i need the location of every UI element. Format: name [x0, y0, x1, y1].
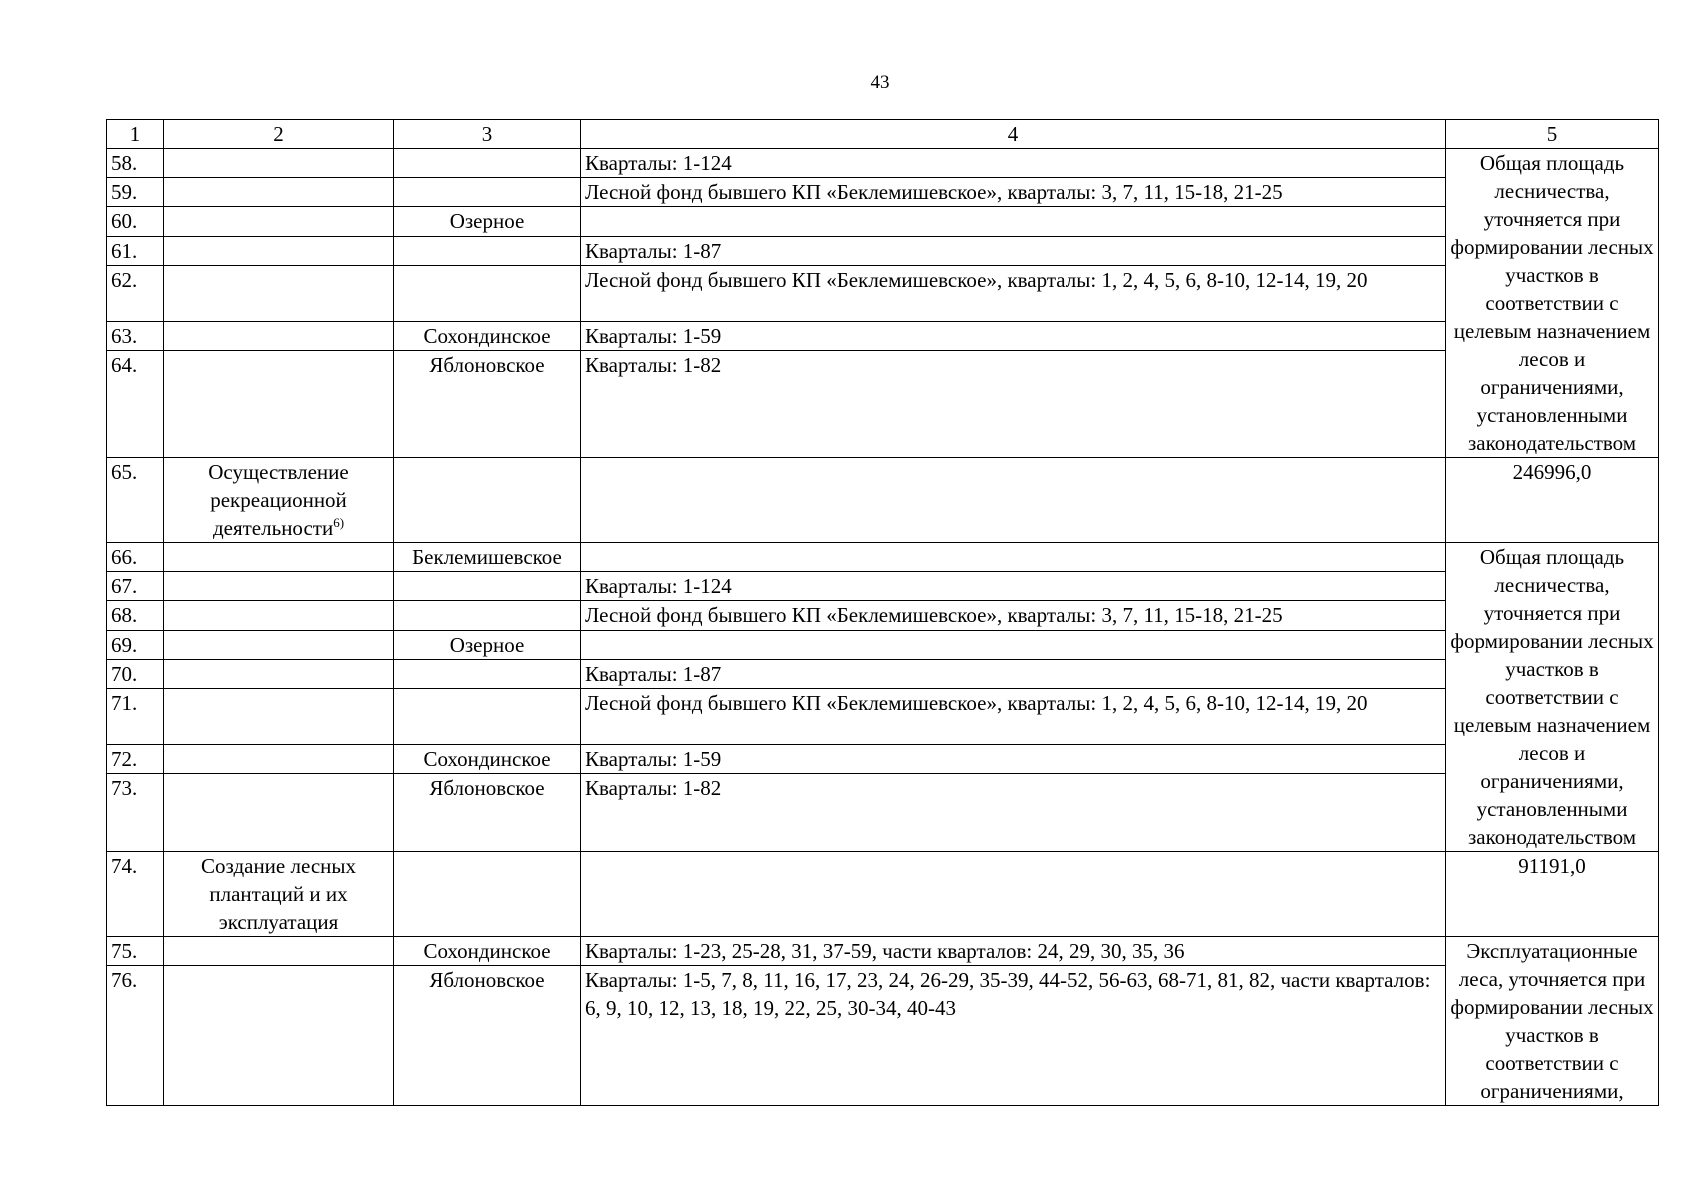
activity-type [164, 774, 394, 852]
forestry-name [394, 688, 581, 744]
quarters-description [581, 543, 1446, 572]
forestry-name: Сохондинское [394, 937, 581, 966]
row-number: 66. [107, 543, 164, 572]
footnote-ref: 6) [333, 515, 345, 530]
table-row [107, 207, 1659, 236]
forestry-name [394, 178, 581, 207]
activity-type [164, 207, 394, 236]
header-col-2: 2 [164, 120, 394, 149]
quarters-description [581, 207, 1446, 236]
forestry-name [394, 458, 581, 543]
activity-type [164, 630, 394, 659]
forestry-name [394, 659, 581, 688]
forestry-name: Озерное [394, 207, 581, 236]
activity-type [164, 322, 394, 351]
activity-type [164, 601, 394, 630]
activity-type [164, 543, 394, 572]
quarters-description: Кварталы: 1-5, 7, 8, 11, 16, 17, 23, 24, 26-29, 35-39, 44-52, 56-63, 68-71, 81, 82, части кварталов: 6, 9, 10, 12, 13, 18, 19, 22, 25, 30-34, 40-43 [581, 966, 1446, 1106]
table-row [107, 458, 1659, 543]
forestry-name: Яблоновское [394, 966, 581, 1106]
forestry-name: Беклемишевское [394, 543, 581, 572]
row-number: 75. [107, 937, 164, 966]
forestry-name: Яблоновское [394, 351, 581, 458]
activity-type [164, 966, 394, 1106]
page-number: 43 [870, 72, 890, 93]
table-row [107, 688, 1659, 744]
forest-use-table [106, 119, 1659, 1106]
row-number: 60. [107, 207, 164, 236]
quarters-description: Кварталы: 1-23, 25-28, 31, 37-59, части кварталов: 24, 29, 30, 35, 36 [581, 937, 1446, 966]
quarters-description: Лесной фонд бывшего КП «Беклемишевское», кварталы: 1, 2, 4, 5, 6, 8-10, 12-14, 19, 20 [581, 265, 1446, 321]
row-number: 72. [107, 745, 164, 774]
activity-type [164, 572, 394, 601]
row-number: 68. [107, 601, 164, 630]
activity-type [164, 659, 394, 688]
table-row [107, 236, 1659, 265]
activity-type [164, 745, 394, 774]
table-row [107, 178, 1659, 207]
table-row [107, 937, 1659, 966]
header-row [107, 120, 1659, 149]
activity-type [164, 236, 394, 265]
forestry-name: Сохондинское [394, 322, 581, 351]
table-row [107, 774, 1659, 852]
row-number: 71. [107, 688, 164, 744]
forestry-name: Сохондинское [394, 745, 581, 774]
area-value: 91191,0 [1446, 852, 1659, 937]
table-row [107, 351, 1659, 458]
table-row [107, 745, 1659, 774]
activity-type [164, 937, 394, 966]
quarters-description [581, 852, 1446, 937]
quarters-description: Кварталы: 1-59 [581, 322, 1446, 351]
area-note: Общая площадь лесничества, уточняется при формировании лесных участков в соответствии с целевым назначением лесов и ограничениями, установленными законодательством [1446, 149, 1659, 458]
forestry-name [394, 572, 581, 601]
table-row [107, 322, 1659, 351]
forestry-name [394, 236, 581, 265]
forestry-name [394, 852, 581, 937]
table-row [107, 265, 1659, 321]
quarters-description: Лесной фонд бывшего КП «Беклемишевское», кварталы: 1, 2, 4, 5, 6, 8-10, 12-14, 19, 20 [581, 688, 1446, 744]
quarters-description [581, 458, 1446, 543]
activity-type-label: Осуществление рекреационной деятельности [208, 460, 349, 540]
table-row [107, 601, 1659, 630]
quarters-description: Лесной фонд бывшего КП «Беклемишевское», кварталы: 3, 7, 11, 15-18, 21-25 [581, 178, 1446, 207]
activity-type [164, 688, 394, 744]
quarters-description: Кварталы: 1-124 [581, 572, 1446, 601]
row-number: 65. [107, 458, 164, 543]
row-number: 62. [107, 265, 164, 321]
forestry-name: Озерное [394, 630, 581, 659]
forestry-name [394, 265, 581, 321]
forestry-name: Яблоновское [394, 774, 581, 852]
row-number: 58. [107, 149, 164, 178]
area-value: 246996,0 [1446, 458, 1659, 543]
row-number: 73. [107, 774, 164, 852]
row-number: 67. [107, 572, 164, 601]
area-note: Общая площадь лесничества, уточняется при формировании лесных участков в соответствии с целевым назначением лесов и ограничениями, установленными законодательством [1446, 543, 1659, 852]
quarters-description: Лесной фонд бывшего КП «Беклемишевское», кварталы: 3, 7, 11, 15-18, 21-25 [581, 601, 1446, 630]
activity-type [164, 178, 394, 207]
area-note: Эксплуатационные леса, уточняется при формировании лесных участков в соответствии с ограничениями, [1446, 937, 1659, 1106]
row-number: 76. [107, 966, 164, 1106]
forestry-name [394, 601, 581, 630]
table-row [107, 659, 1659, 688]
quarters-description: Кварталы: 1-87 [581, 659, 1446, 688]
header-col-5: 5 [1446, 120, 1659, 149]
table-row [107, 852, 1659, 937]
row-number: 63. [107, 322, 164, 351]
activity-type [164, 351, 394, 458]
quarters-description: Кварталы: 1-87 [581, 236, 1446, 265]
activity-type [164, 149, 394, 178]
row-number: 70. [107, 659, 164, 688]
table-row [107, 572, 1659, 601]
quarters-description: Кварталы: 1-82 [581, 774, 1446, 852]
header-col-1: 1 [107, 120, 164, 149]
table-row [107, 630, 1659, 659]
row-number: 59. [107, 178, 164, 207]
table-row [107, 543, 1659, 572]
forestry-name [394, 149, 581, 178]
row-number: 74. [107, 852, 164, 937]
quarters-description [581, 630, 1446, 659]
row-number: 61. [107, 236, 164, 265]
activity-type [164, 265, 394, 321]
quarters-description: Кварталы: 1-59 [581, 745, 1446, 774]
header-col-3: 3 [394, 120, 581, 149]
row-number: 64. [107, 351, 164, 458]
row-number: 69. [107, 630, 164, 659]
quarters-description: Кварталы: 1-124 [581, 149, 1446, 178]
table-row [107, 149, 1659, 178]
activity-type [164, 458, 394, 543]
quarters-description: Кварталы: 1-82 [581, 351, 1446, 458]
activity-type: Создание лесных плантаций и их эксплуатация [164, 852, 394, 937]
header-col-4: 4 [581, 120, 1446, 149]
table-row [107, 966, 1659, 1106]
